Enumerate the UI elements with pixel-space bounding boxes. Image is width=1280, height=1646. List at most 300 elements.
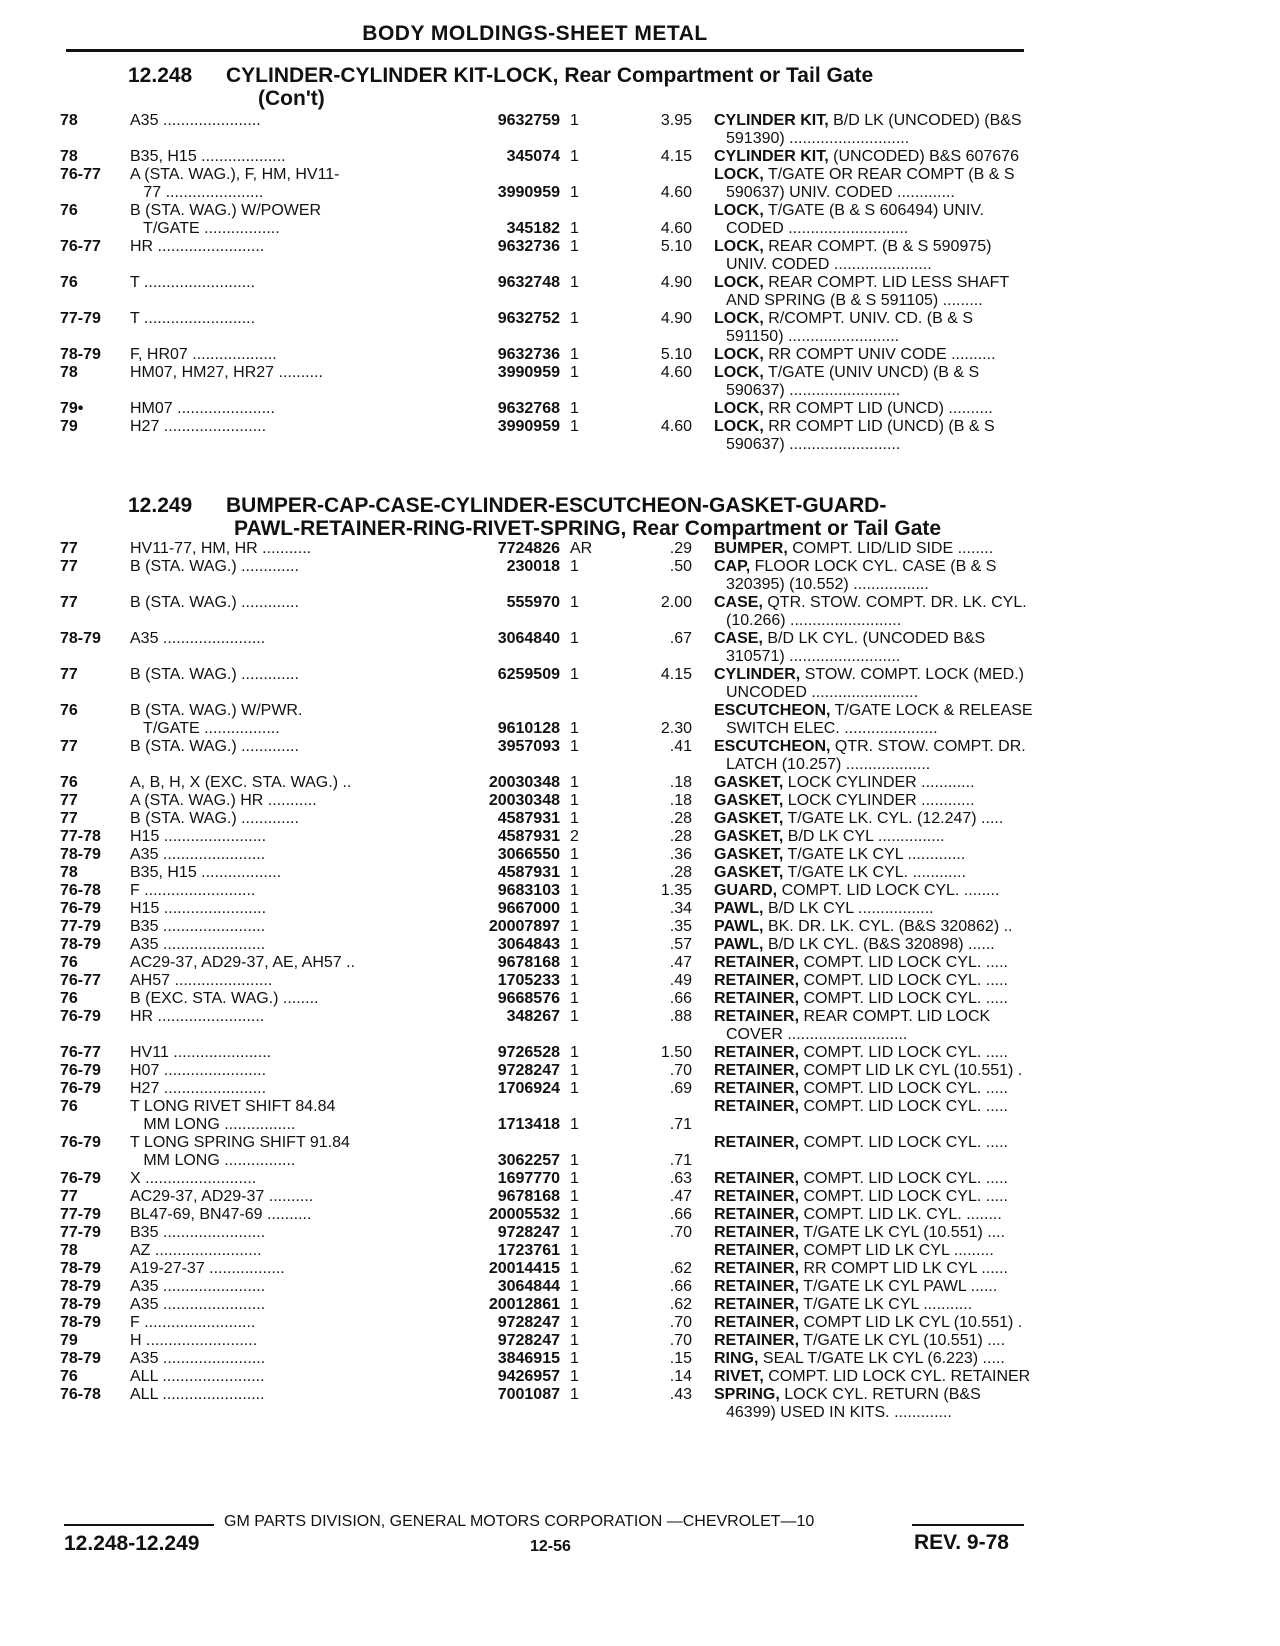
part-number: 6259509 (497, 666, 560, 683)
part-number: 9667000 (497, 900, 560, 917)
table-row (60, 1314, 1030, 1332)
description (714, 864, 1086, 882)
part-name: RIVET, (714, 1368, 764, 1385)
description (714, 1188, 1086, 1206)
part-name: RETAINER, (714, 1188, 800, 1205)
description-text: R/COMPT. UNIV. CD. (B & S (768, 310, 974, 327)
part-number: 1705233 (497, 972, 560, 989)
application-line: F ......................... (130, 1314, 256, 1331)
part-number: 9668576 (497, 990, 560, 1007)
list-price: .35 (669, 918, 692, 935)
table-row (60, 1260, 1030, 1278)
footer-rule-left (64, 1524, 214, 1526)
part-name: RETAINER, (714, 972, 800, 989)
table-row (60, 1188, 1030, 1206)
part-number: 9610128 (497, 720, 560, 737)
model-year: 76 (60, 274, 78, 291)
description-text: COMPT. LID LOCK CYL. ........ (781, 882, 1000, 899)
quantity: 1 (570, 1008, 579, 1025)
quantity: 1 (570, 148, 579, 165)
part-number: 3846915 (497, 1350, 560, 1367)
description (714, 1098, 1086, 1116)
description-text: COMPT. LID LOCK CYL. ..... (803, 1098, 1008, 1115)
model-year: 77-79 (60, 1224, 101, 1241)
list-price: .18 (669, 792, 692, 809)
list-price: 2.30 (660, 720, 692, 737)
description-line (714, 792, 1086, 810)
table-row (60, 972, 1030, 990)
description-text: LOCK CYLINDER ............ (787, 792, 975, 809)
description-text: REAR COMPT. LID LOCK (803, 1008, 991, 1025)
description-line (714, 954, 1086, 972)
description-line (714, 1080, 1086, 1098)
description-line (714, 1350, 1086, 1368)
description-text: T/GATE (UNIV UNCD) (B & S (767, 364, 980, 381)
application-line: A35 ....................... (130, 1296, 266, 1313)
application-line: F ......................... (130, 882, 256, 899)
application (130, 202, 460, 238)
model-year: 77-79 (60, 310, 101, 327)
page-title: BODY MOLDINGS-SHEET METAL (362, 22, 708, 45)
description-line (714, 846, 1086, 864)
application (130, 166, 460, 202)
part-number: 9726528 (497, 1044, 560, 1061)
quantity: AR (570, 540, 593, 557)
description-line (714, 558, 1086, 576)
description (714, 936, 1086, 954)
parts-table-12-248 (60, 112, 1030, 454)
description-line (714, 418, 1086, 436)
model-year: 76-79 (60, 900, 101, 917)
model-year: 78 (60, 364, 78, 381)
application (130, 990, 460, 1008)
description-text: LOCK CYLINDER ............ (787, 774, 975, 791)
part-number: 345182 (506, 220, 560, 237)
application (130, 936, 460, 954)
table-row (60, 1044, 1030, 1062)
application-line: T ......................... (130, 310, 256, 327)
application-line: B (STA. WAG.) ............. (130, 594, 299, 611)
description-line (714, 274, 1086, 292)
model-year: 76 (60, 202, 78, 219)
part-number: 9678168 (497, 1188, 560, 1205)
part-number: 20005532 (488, 1206, 560, 1223)
model-year: 76-78 (60, 882, 101, 899)
description-line (714, 1188, 1086, 1206)
model-year: 76-77 (60, 238, 101, 255)
part-number: 20030348 (488, 774, 560, 791)
application-line: A35 ...................... (130, 112, 261, 129)
part-number: 9728247 (497, 1062, 560, 1079)
section-heading-12-249 (128, 494, 941, 540)
list-price: .14 (669, 1368, 692, 1385)
section-title: BUMPER-CAP-CASE-CYLINDER-ESCUTCHEON-GASKET-GUARD- (226, 494, 887, 517)
table-row (60, 774, 1030, 792)
description (714, 310, 1086, 346)
model-year: 77 (60, 666, 78, 683)
table-row (60, 1080, 1030, 1098)
application (130, 1278, 460, 1296)
application-line: A35 ....................... (130, 630, 266, 647)
description-line (714, 220, 1086, 238)
part-number: 7724826 (497, 540, 560, 557)
table-row (60, 936, 1030, 954)
model-year: 78 (60, 148, 78, 165)
application (130, 972, 460, 990)
description (714, 558, 1086, 594)
description-text: T/GATE OR REAR COMPT (B & S (767, 166, 1015, 183)
application (130, 346, 460, 364)
quantity: 1 (570, 1260, 579, 1277)
description-text: COMPT. LID LOCK CYL. ..... (803, 972, 1008, 989)
table-row (60, 1242, 1030, 1260)
description-text: T/GATE LK CYL (10.551) .... (803, 1224, 1006, 1241)
table-row (60, 810, 1030, 828)
model-year: 79• (60, 400, 84, 417)
quantity: 1 (570, 1296, 579, 1313)
application (130, 702, 460, 738)
application-line: H15 ....................... (130, 900, 267, 917)
application (130, 882, 460, 900)
part-name: LOCK, (714, 364, 764, 381)
description-line (714, 864, 1086, 882)
application-line: HV11-77, HM, HR ........... (130, 540, 312, 557)
description-line (714, 1332, 1086, 1350)
description (714, 238, 1086, 274)
model-year: 77 (60, 810, 78, 827)
description-text: 590637) ......................... (726, 436, 901, 453)
quantity: 1 (570, 1170, 579, 1187)
part-number: 3064844 (497, 1278, 560, 1295)
list-price: .70 (669, 1062, 692, 1079)
description (714, 738, 1086, 774)
description (714, 1062, 1086, 1080)
header-rule (66, 49, 1024, 52)
application (130, 274, 460, 292)
description-text: COMPT. LID LOCK CYL. ..... (803, 1044, 1008, 1061)
description-line (714, 1062, 1086, 1080)
description (714, 666, 1086, 702)
description (714, 900, 1086, 918)
description-line (714, 936, 1086, 954)
list-price: 4.60 (660, 184, 692, 201)
part-name: RETAINER, (714, 1008, 800, 1025)
part-name: PAWL, (714, 936, 764, 953)
quantity: 1 (570, 936, 579, 953)
application (130, 1296, 460, 1314)
application (130, 1386, 460, 1404)
list-price: 4.90 (660, 274, 692, 291)
application (130, 666, 460, 684)
model-year: 76 (60, 1368, 78, 1385)
description-line (714, 972, 1086, 990)
footer-revision: REV. 9-78 (914, 1531, 1009, 1554)
quantity: 1 (570, 990, 579, 1007)
list-price: .66 (669, 1278, 692, 1295)
part-name: CYLINDER KIT, (714, 148, 829, 165)
list-price: 2.00 (660, 594, 692, 611)
description-text: T/GATE (B & S 606494) UNIV. (767, 202, 985, 219)
table-row (60, 882, 1030, 900)
part-number: 3066550 (497, 846, 560, 863)
application-line: B35 ....................... (130, 1224, 266, 1241)
table-row (60, 900, 1030, 918)
quantity: 1 (570, 1386, 579, 1403)
part-name: CASE, (714, 630, 763, 647)
part-number: 20007897 (488, 918, 560, 935)
part-name: RETAINER, (714, 1242, 800, 1259)
application (130, 954, 460, 972)
application (130, 774, 460, 792)
part-number: 3957093 (497, 738, 560, 755)
list-price: .67 (669, 630, 692, 647)
quantity: 1 (570, 346, 579, 363)
list-price: .28 (669, 810, 692, 827)
description-line (714, 990, 1086, 1008)
part-name: LOCK, (714, 346, 764, 363)
description-text: AND SPRING (B & S 591105) ......... (726, 292, 983, 309)
description-line (714, 166, 1086, 184)
model-year: 76 (60, 954, 78, 971)
description-text: FLOOR LOCK CYL. CASE (B & S (754, 558, 997, 575)
list-price: .47 (669, 954, 692, 971)
part-name: RING, (714, 1350, 759, 1367)
description (714, 1278, 1086, 1296)
description-text: T/GATE LK CYL (10.551) .... (803, 1332, 1006, 1349)
model-year: 78 (60, 864, 78, 881)
description (714, 594, 1086, 630)
description-line (714, 1008, 1086, 1026)
quantity: 1 (570, 1350, 579, 1367)
quantity: 1 (570, 274, 579, 291)
application (130, 1332, 460, 1350)
quantity: 1 (570, 1224, 579, 1241)
application (130, 1170, 460, 1188)
table-row (60, 864, 1030, 882)
description-line (714, 1170, 1086, 1188)
application (130, 1260, 460, 1278)
description-line (714, 364, 1086, 382)
table-row (60, 1134, 1030, 1170)
application-line: F, HR07 ................... (130, 346, 277, 363)
quantity: 1 (570, 810, 579, 827)
description (714, 1170, 1086, 1188)
description-text: (10.266) ......................... (726, 612, 902, 629)
application (130, 810, 460, 828)
application (130, 238, 460, 256)
table-row (60, 990, 1030, 1008)
part-number: 9632759 (497, 112, 560, 129)
description (714, 1350, 1086, 1368)
application (130, 1134, 460, 1170)
model-year: 78-79 (60, 846, 101, 863)
application-line: H ......................... (130, 1332, 258, 1349)
description (714, 202, 1086, 238)
quantity: 1 (570, 1314, 579, 1331)
application-line: AC29-37, AD29-37, AE, AH57 .. (130, 954, 356, 971)
description (714, 112, 1086, 148)
part-number: 1713418 (497, 1116, 560, 1133)
list-price: .62 (669, 1260, 692, 1277)
model-year: 79 (60, 418, 78, 435)
application-line: A35 ....................... (130, 846, 266, 863)
description-line (714, 292, 1086, 310)
model-year: 76-79 (60, 1170, 101, 1187)
description-text: COMPT. LID LOCK CYL. ..... (803, 1134, 1008, 1151)
application (130, 310, 460, 328)
quantity: 1 (570, 1062, 579, 1079)
model-year: 76 (60, 774, 78, 791)
description-line (714, 382, 1086, 400)
description-line (714, 756, 1086, 774)
list-price: .62 (669, 1296, 692, 1313)
application-line: A, B, H, X (EXC. STA. WAG.) .. (130, 774, 352, 791)
quantity: 1 (570, 1278, 579, 1295)
part-name: LOCK, (714, 418, 764, 435)
part-number: 9683103 (497, 882, 560, 899)
description (714, 364, 1086, 400)
table-row (60, 1296, 1030, 1314)
application-line: BL47-69, BN47-69 .......... (130, 1206, 312, 1223)
model-year: 77-79 (60, 1206, 101, 1223)
footer-rule-right (912, 1524, 1024, 1526)
application-line: T LONG RIVET SHIFT 84.84 (130, 1098, 336, 1115)
list-price: 1.50 (660, 1044, 692, 1061)
table-row (60, 418, 1030, 454)
application-line: A35 ....................... (130, 1278, 266, 1295)
application-line: B (STA. WAG.) W/POWER (130, 202, 322, 219)
description-line (714, 720, 1086, 738)
description-text: T/GATE LOCK & RELEASE (834, 702, 1033, 719)
description-line (714, 684, 1086, 702)
table-row (60, 558, 1030, 594)
application (130, 112, 460, 130)
list-price: .66 (669, 1206, 692, 1223)
application-line: ALL ....................... (130, 1368, 265, 1385)
application-line: HV11 ...................... (130, 1044, 272, 1061)
model-year: 76-77 (60, 166, 101, 183)
description-text: RR COMPT UNIV CODE .......... (768, 346, 996, 363)
application-line: MM LONG ................ (130, 1152, 296, 1169)
list-price: .28 (669, 828, 692, 845)
footer-page-number: 12-56 (530, 1538, 571, 1555)
description-text: COVER ........................... (726, 1026, 908, 1043)
application-line: H27 ....................... (130, 1080, 267, 1097)
application-line: B35, H15 .................. (130, 864, 282, 881)
quantity: 1 (570, 738, 579, 755)
quantity: 1 (570, 1368, 579, 1385)
description-text: SWITCH ELEC. ..................... (726, 720, 938, 737)
description-line (714, 810, 1086, 828)
description (714, 630, 1086, 666)
application (130, 558, 460, 576)
description (714, 810, 1086, 828)
model-year: 78-79 (60, 1278, 101, 1295)
list-price: .69 (669, 1080, 692, 1097)
quantity: 1 (570, 882, 579, 899)
description (714, 1224, 1086, 1242)
description-text: (UNCODED) B&S 607676 (833, 148, 1019, 165)
description-line (714, 1224, 1086, 1242)
description (714, 1080, 1086, 1098)
list-price: 5.10 (660, 238, 692, 255)
quantity: 1 (570, 1080, 579, 1097)
application-line: H07 ....................... (130, 1062, 267, 1079)
table-row (60, 666, 1030, 702)
part-name: ESCUTCHEON, (714, 738, 831, 755)
model-year: 78-79 (60, 346, 101, 363)
description (714, 1314, 1086, 1332)
description-line (714, 184, 1086, 202)
model-year: 77 (60, 792, 78, 809)
description-line (714, 774, 1086, 792)
description (714, 1260, 1086, 1278)
part-number: 7001087 (497, 1386, 560, 1403)
part-name: LOCK, (714, 400, 764, 417)
part-name: LOCK, (714, 310, 764, 327)
list-price: 4.60 (660, 418, 692, 435)
list-price: .70 (669, 1332, 692, 1349)
description (714, 828, 1086, 846)
description-line (714, 540, 1086, 558)
part-name: CAP, (714, 558, 751, 575)
description-line (714, 1242, 1086, 1260)
table-row (60, 148, 1030, 166)
quantity: 2 (570, 828, 579, 845)
model-year: 76 (60, 702, 78, 719)
list-price: .43 (669, 1386, 692, 1403)
list-price: .70 (669, 1224, 692, 1241)
description (714, 1332, 1086, 1350)
description (714, 990, 1086, 1008)
list-price: .36 (669, 846, 692, 863)
part-name: GASKET, (714, 864, 784, 881)
application-line: X ......................... (130, 1170, 257, 1187)
description (714, 1242, 1086, 1260)
description (714, 702, 1086, 738)
part-name: ESCUTCHEON, (714, 702, 831, 719)
list-price: .28 (669, 864, 692, 881)
description-line (714, 1134, 1086, 1152)
application (130, 1062, 460, 1080)
application-line: H27 ....................... (130, 418, 267, 435)
table-row (60, 1008, 1030, 1044)
list-price: .71 (669, 1152, 692, 1169)
part-number: 3990959 (497, 418, 560, 435)
description-text: RR COMPT LID (UNCD) (B & S (768, 418, 995, 435)
table-row (60, 346, 1030, 364)
model-year: 76-79 (60, 1134, 101, 1151)
application (130, 738, 460, 756)
application-line: B (STA. WAG.) ............. (130, 810, 299, 827)
table-row (60, 274, 1030, 310)
description-line (714, 400, 1086, 418)
description (714, 148, 1086, 166)
list-price: 4.90 (660, 310, 692, 327)
application (130, 1242, 460, 1260)
table-row (60, 1332, 1030, 1350)
quantity: 1 (570, 1152, 579, 1169)
part-name: SPRING, (714, 1386, 780, 1403)
application (130, 846, 460, 864)
application-line: HM07, HM27, HR27 .......... (130, 364, 323, 381)
table-row (60, 1368, 1030, 1386)
model-year: 78-79 (60, 1260, 101, 1277)
application-line: H15 ....................... (130, 828, 267, 845)
part-name: RETAINER, (714, 954, 800, 971)
part-name: RETAINER, (714, 1332, 800, 1349)
part-name: RETAINER, (714, 1080, 800, 1097)
